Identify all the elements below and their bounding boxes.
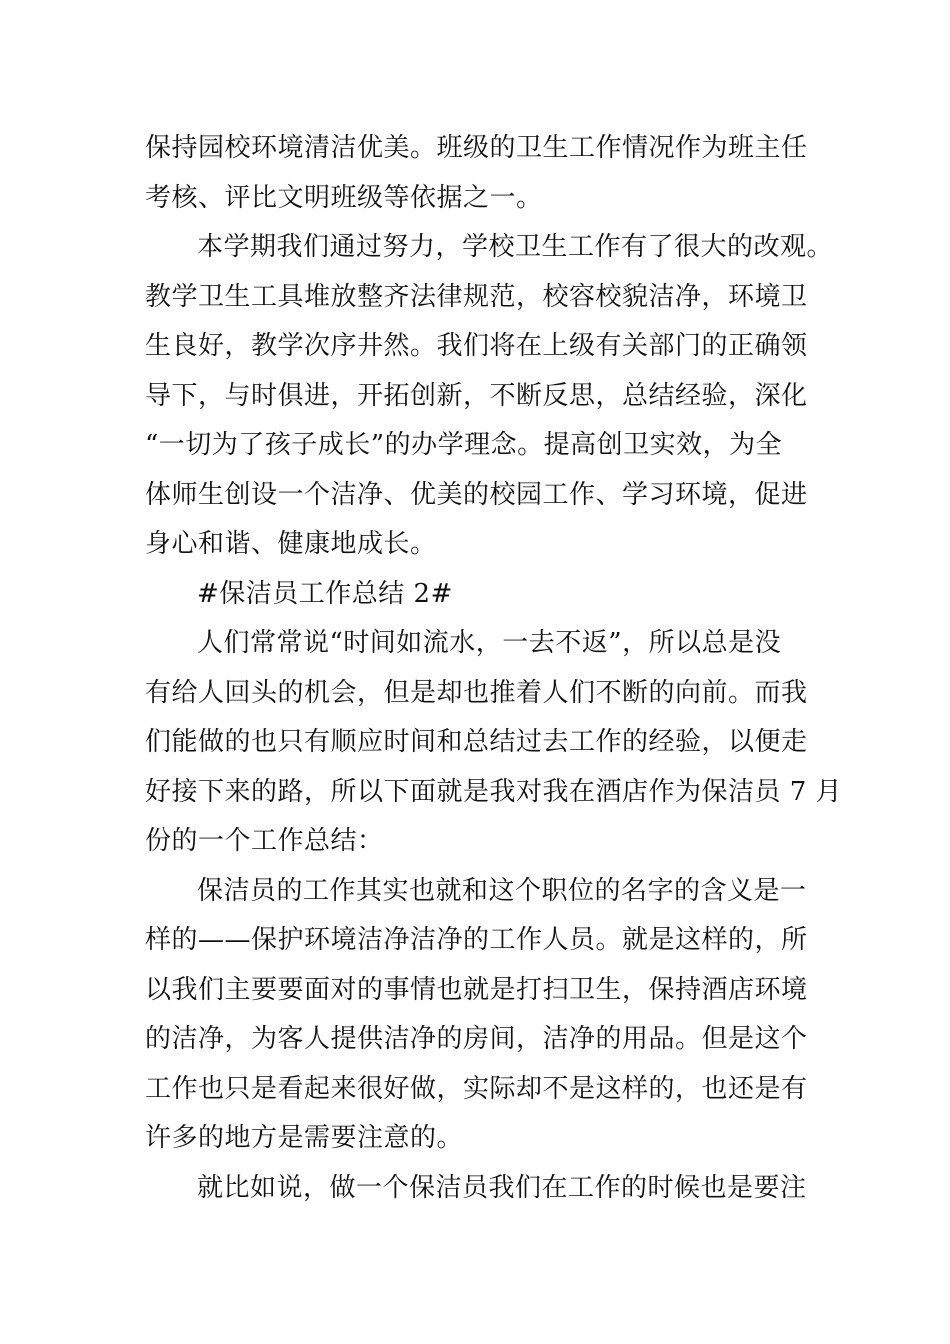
text-line: 样的——保护环境洁净洁净的工作人员。就是这样的，所 bbox=[145, 925, 808, 955]
text-line: 以我们主要要面对的事情也就是打扫卫生，保持酒店环境 bbox=[145, 974, 808, 1005]
text-line: 有给人回头的机会，但是却也推着人们不断的向前。而我 bbox=[145, 677, 808, 708]
text-line: 们能做的也只有顺应时间和总结过去工作的经验，以便走 bbox=[145, 727, 808, 757]
text-line: 保洁员的工作其实也就和这个职位的名字的含义是一 bbox=[197, 875, 807, 906]
text-line: 生良好，教学次序井然。我们将在上级有关部门的正确领 bbox=[145, 331, 808, 361]
text-line: “一切为了孩子成长”的办学理念。提高创卫实效，为全 bbox=[145, 430, 783, 460]
text-line: 工作也只是看起来很好做，实际却不是这样的，也还是有 bbox=[145, 1073, 808, 1104]
document-body bbox=[145, 124, 843, 1213]
text-line: 本学期我们通过努力，学校卫生工作有了很大的改观。 bbox=[197, 232, 834, 262]
text-line: 人们常常说“时间如流水，一去不返”，所以总是没 bbox=[197, 628, 782, 658]
text-line: 考核、评比文明班级等依据之一。 bbox=[145, 182, 543, 213]
text-line: 保持园校环境清洁优美。班级的卫生工作情况作为班主任 bbox=[145, 133, 808, 163]
text-line: 的洁净，为客人提供洁净的房间，洁净的用品。但是这个 bbox=[145, 1024, 808, 1054]
text-line: 就比如说，做一个保洁员我们在工作的时候也是要注 bbox=[197, 1172, 807, 1203]
text-line: 教学卫生工具堆放整齐法律规范，校容校貌洁净，环境卫 bbox=[145, 281, 808, 312]
text-line: 身心和谐、健康地成长。 bbox=[145, 529, 437, 559]
text-line: 许多的地方是需要注意的。 bbox=[145, 1123, 464, 1153]
text-line: 导下，与时俱进，开拓创新，不断反思，总结经验，深化 bbox=[145, 380, 808, 411]
text-line: 份的一个工作总结： bbox=[145, 826, 384, 856]
section-heading: #保洁员工作总结 2# bbox=[197, 578, 453, 609]
text-line: 好接下来的路，所以下面就是我对我在酒店作为保洁员 7 月 bbox=[145, 776, 843, 807]
text-line: 体师生创设一个洁净、优美的校园工作、学习环境，促进 bbox=[145, 479, 808, 510]
